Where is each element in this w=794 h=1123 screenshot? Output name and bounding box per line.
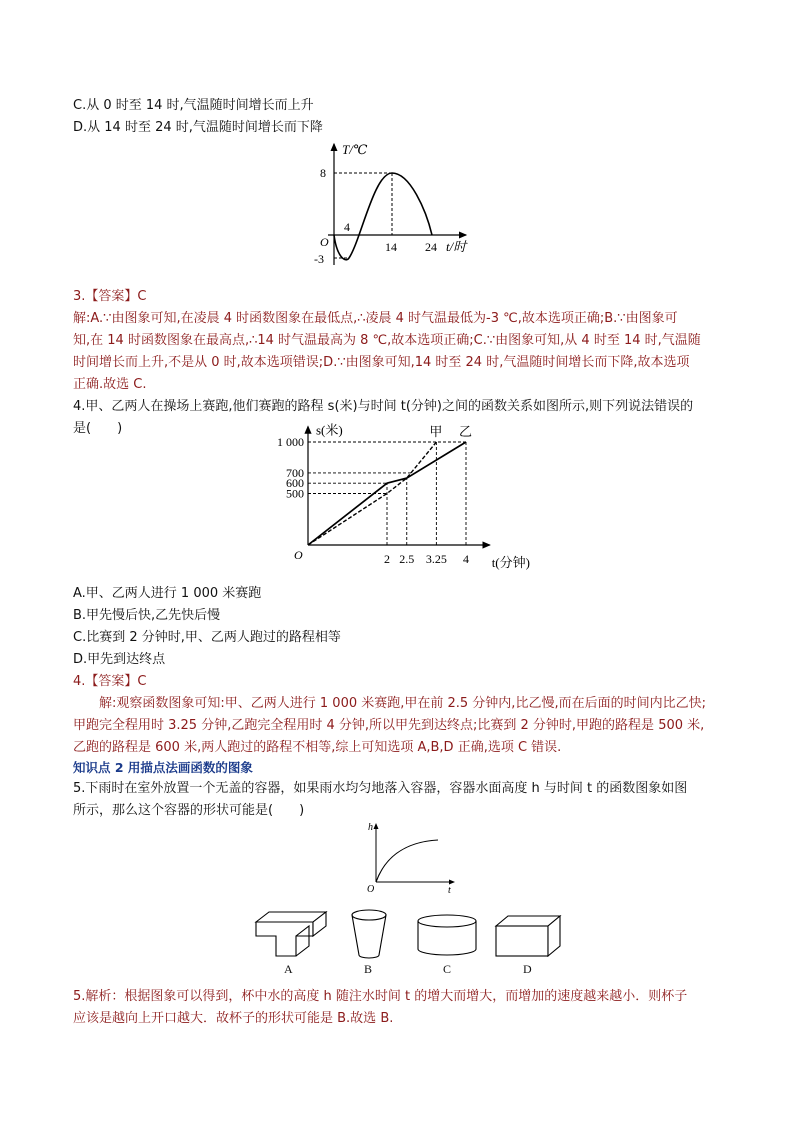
series-label-yi: 乙: [459, 424, 473, 439]
q4-answer: 4.【答案】C: [73, 674, 147, 689]
option-d: D.从 14 时至 24 时,气温随时间增长而下降: [73, 120, 323, 135]
race-chart: [262, 406, 537, 576]
section-title: 知识点 2 用描点法画函数的图象: [73, 760, 253, 775]
temperature-graph: [306, 140, 476, 272]
q4-stem-1: 4.甲、乙两人在操场上赛跑,他们赛跑的路程 s(米)与时间 t(分钟)之间的函数关系如图所示,则下列说法错误的: [73, 399, 694, 414]
container-c: [415, 912, 479, 960]
y-label: T/℃: [342, 142, 368, 157]
q3-sol-4: 正确.故选 C.: [73, 377, 147, 392]
x-tick-1: 2.5: [399, 552, 415, 566]
h-label: h: [368, 822, 373, 833]
y-tick-1: 600: [286, 476, 304, 491]
q5-stem-2: 所示，那么这个容器的形状可能是( ): [73, 803, 305, 818]
tick-8: 8: [320, 166, 326, 180]
q4-option-d: D.甲先到达终点: [73, 652, 166, 667]
q4-sol-3: 乙跑的路程是 600 米,两人跑过的路程不相等,综上可知选项 A,B,D 正确,选项 C 错误.: [73, 740, 562, 755]
height-time-graph: [364, 818, 460, 894]
q4-option-b: B.甲先慢后快,乙先快后慢: [73, 608, 221, 623]
q3-sol-2: 知,在 14 时函数图象在最高点,∴14 时气温最高为 8 ℃,故本选项正确;C.∵由图象可知,从 4 时至 14 时,气温随: [73, 333, 701, 348]
tick-4: 4: [344, 220, 350, 234]
option-c: C.从 0 时至 14 时,气温随时间增长而上升: [73, 98, 314, 113]
shape-label-a: A: [284, 962, 293, 976]
q5-sol-1: 5.解析：根据图象可以得到，杯中水的高度 h 随注水时间 t 的增大而增大，而增加的速度越来越小．则杯子: [73, 989, 688, 1004]
x-tick-0: 2: [384, 552, 390, 566]
x-label: t/时: [446, 239, 467, 254]
y-tick-2: 700: [286, 465, 304, 480]
temperature-curve: [334, 173, 432, 260]
shape-label-c: C: [443, 962, 452, 976]
y-axis-label: s(米): [316, 422, 343, 438]
q3-sol-3: 时间增长而上升,不是从 0 时,故本选项错误;D.∵由图象可知,14 时至 24 时,气温随时间增长而下降,故本选项: [73, 355, 690, 370]
shape-label-d: D: [523, 962, 532, 976]
y-tick-0: 500: [286, 486, 304, 501]
tick-neg3: -3: [314, 252, 324, 266]
t-label: t: [448, 885, 451, 894]
container-d: [493, 914, 563, 960]
q3-answer: 3.【答案】C: [73, 289, 147, 304]
q4-stem-2: 是( ): [73, 421, 123, 436]
origin-label: O: [320, 235, 329, 249]
container-b: [349, 908, 389, 960]
height-curve: [376, 840, 438, 882]
tick-24: 24: [425, 240, 437, 254]
x-tick-3: 4: [463, 552, 469, 566]
series-label-jia: 甲: [429, 424, 443, 439]
q5-sol-2: 应该是越向上开口越大．故杯子的形状可能是 B.故选 B.: [73, 1011, 394, 1026]
x-axis-label: t(分钟): [491, 555, 530, 570]
q3-sol-1: 解:A.∵由图象可知,在凌晨 4 时函数图象在最低点,∴凌晨 4 时气温最低为-3 ℃,故本选项正确;B.∵由图象可: [73, 311, 678, 326]
tick-14: 14: [385, 240, 397, 254]
q4-option-a: A.甲、乙两人进行 1 000 米赛跑: [73, 586, 262, 601]
q5-stem-1: 5.下雨时在室外放置一个无盖的容器，如果雨水均匀地落入容器，容器水面高度 h 与时间 t 的函数图象如图: [73, 781, 688, 796]
q4-sol-1: 解:观察函数图象可知:甲、乙两人进行 1 000 米赛跑,甲在前 2.5 分钟内,比乙慢,而在后面的时间内比乙快;: [99, 696, 706, 711]
container-a: [253, 910, 329, 960]
y-tick-3: 1 000: [277, 435, 304, 449]
q4-option-c: C.比赛到 2 分钟时,甲、乙两人跑过的路程相等: [73, 630, 341, 645]
origin-label: O: [294, 548, 303, 562]
shape-label-b: B: [364, 962, 373, 976]
x-tick-2: 3.25: [425, 552, 447, 566]
origin-label: O: [367, 884, 375, 894]
q4-sol-2: 甲跑完全程用时 3.25 分钟,乙跑完全程用时 4 分钟,所以甲先到达终点;比赛到 2 分钟时,甲跑的路程是 500 米,: [73, 718, 705, 733]
